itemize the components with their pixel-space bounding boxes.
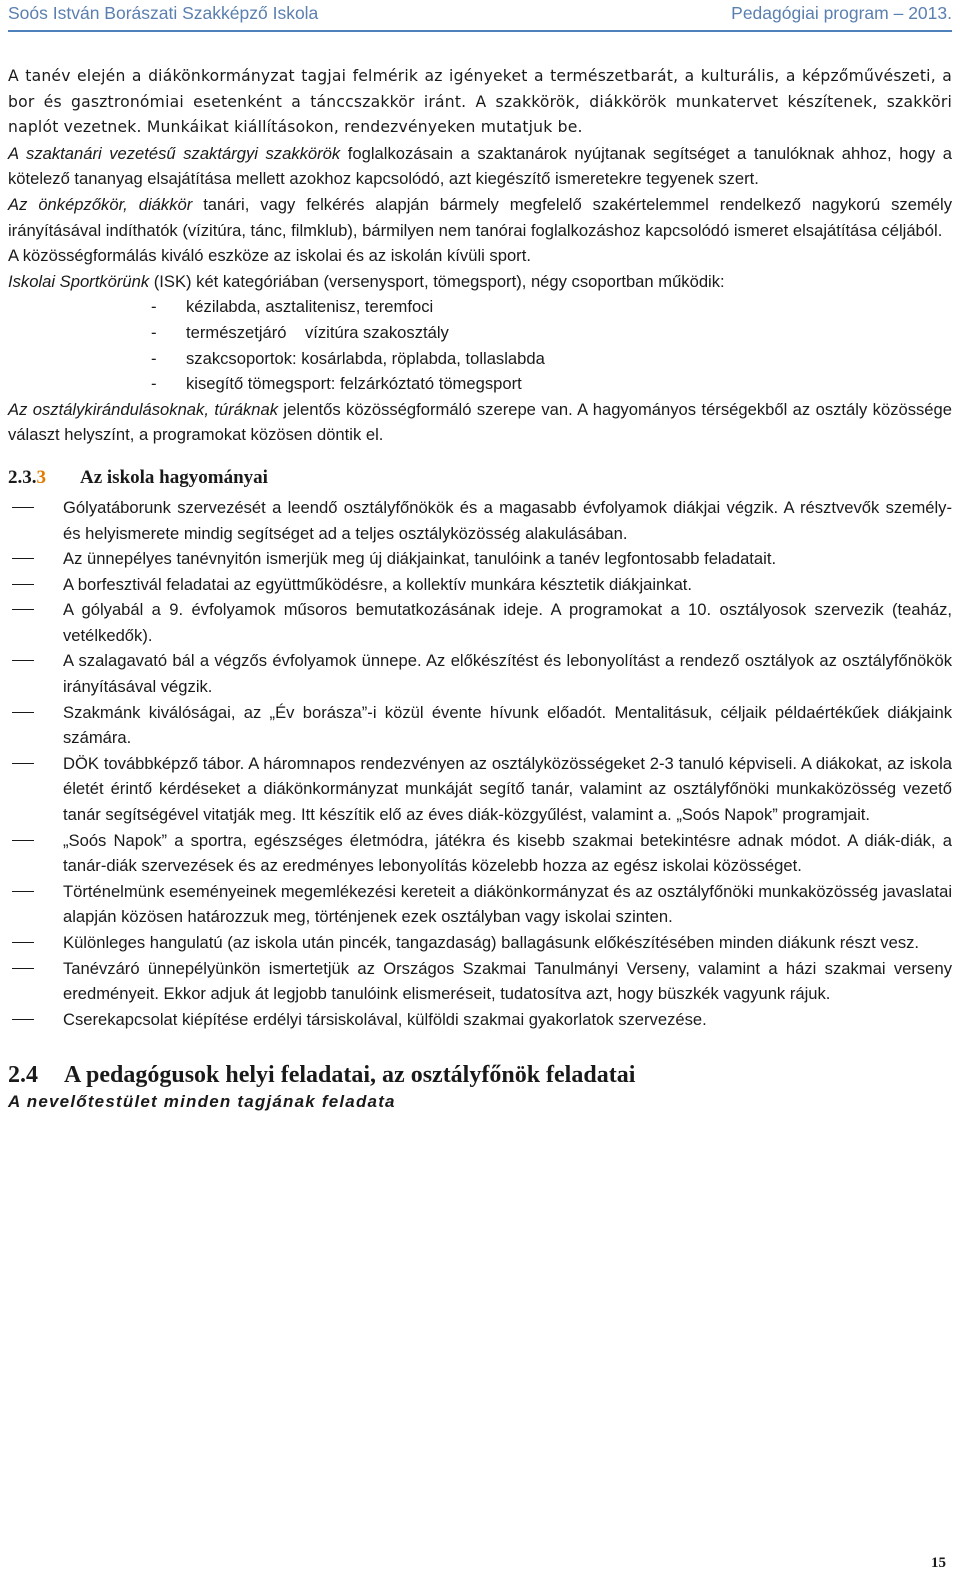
dash-marker: - bbox=[151, 297, 157, 317]
section-title: A pedagógusok helyi feladatai, az osztályfőnök feladatai bbox=[64, 1062, 636, 1089]
paragraph-subject-clubs bbox=[8, 141, 952, 192]
dash-marker bbox=[12, 507, 34, 508]
dash-marker bbox=[12, 891, 34, 892]
section-heading-traditions bbox=[8, 465, 952, 491]
dash-marker: - bbox=[151, 348, 157, 368]
page-number: 15 bbox=[931, 1555, 946, 1571]
list-item: - szakcsoportok: kosárlabda, röplabda, tollaslabda bbox=[8, 346, 952, 372]
paragraph-self-study-circle bbox=[8, 192, 952, 243]
self-study-text: tanári, vagy felkérés alapján bármely megfelelő szakértelemmel rendelkező nagykorú személy irányításával indíthatók (vízitúra, tánc, filmklub), bármilyen nem tanórai foglalkozáshoz kapcsolódó ismeret elsajátítása céljából. bbox=[8, 194, 952, 240]
paragraph-sport: A közösségformálás kiváló eszköze az iskolai és az iskolán kívüli sport. bbox=[8, 246, 531, 266]
isk-term: Iskolai Sportkörünk bbox=[8, 271, 150, 291]
subject-clubs-term: A szaktanári vezetésű szaktárgyi szakkörök bbox=[8, 143, 341, 163]
list-item: Cserekapcsolat kiépítése erdélyi társiskolával, külföldi szakmai gyakorlatok szervezése. bbox=[8, 1007, 952, 1033]
subject-clubs-text: foglalkozásain a szaktanárok nyújtanak segítséget a tanulóknak ahhoz, hogy a kötelező tananyag elsajátítása mellett azokhoz kapcsolódó, azt kiegészítő ismeretekre tegyenek szert. bbox=[8, 143, 952, 189]
list-item: Történelmünk eseményeinek megemlékezési kereteit a diákönkormányzat és az osztályfőnöki munkaközösség javaslatai alapján közösen határozzuk meg, történjenek ezek osztályban vagy iskolai szinten. bbox=[8, 879, 952, 930]
isk-text: (ISK) két kategóriában (versenysport, tömegsport), négy csoportban működik: bbox=[149, 271, 725, 291]
list-item: - természetjáró vízitúra szakosztály bbox=[8, 320, 952, 346]
paragraph-class-trips bbox=[8, 397, 952, 448]
list-item: DÖK továbbképző tábor. A háromnapos rendezvényen az osztályközösségeket 2-3 tanuló képviseli. A diákokat, az iskola életét érintő kérdéseket a diákönkormányzat munkáját segítő tanár, valamint az osztályfőnöki munkaközösség vezető tanár segítségével vitatják meg. Itt készítik elő az éves diák-közgyűlést, valamint a. „Soós Napok” programjait. bbox=[8, 751, 952, 828]
dash-marker: - bbox=[151, 374, 157, 394]
page-header bbox=[8, 0, 952, 32]
list-item: „Soós Napok” a sportra, egészséges életmódra, játékra és kisebb szakmai betekintésre adnak módot. A diák-diák, a tanár-diák szervezések és az eredményes lebonyolítás közelebb hozza az egész iskolai közösséget. bbox=[8, 828, 952, 879]
section-heading-teacher-duties bbox=[8, 1060, 952, 1090]
dash-marker bbox=[12, 558, 34, 559]
school-name: Soós István Borászati Szakképző Iskola bbox=[8, 3, 319, 23]
list-item: A szalagavató bál a végzős évfolyamok ünnepe. Az előkészítést és lebonyolítást a rendező osztályok az osztályfőnökök irányításával végzik. bbox=[8, 648, 952, 699]
dash-marker bbox=[12, 968, 34, 969]
list-item: Tanévzáró ünnepélyünkön ismertetjük az Országos Szakmai Tanulmányi Verseny, valamint a házi szakmai verseny eredményeit. Ekkor adjuk át legjobb tanulóink elismeréseit, tudatosítva azt, hogy büszkék vagyunk rájuk. bbox=[8, 956, 952, 1007]
dash-marker bbox=[12, 609, 34, 610]
self-study-term: Az önképzőkör, diákkör bbox=[8, 194, 193, 214]
list-item: A borfesztivál feladatai az együttműködésre, a kollektív munkára késztetik diákjainkat. bbox=[8, 572, 952, 598]
dash-marker bbox=[12, 584, 34, 585]
list-item: Az ünnepélyes tanévnyitón ismerjük meg új diákjainkat, tanulóink a tanév legfontosabb feladatait. bbox=[8, 546, 952, 572]
paragraph-isk bbox=[8, 269, 952, 295]
dash-marker bbox=[12, 1019, 34, 1020]
list-item: - kisegítő tömegsport: felzárkóztató tömegsport bbox=[8, 371, 952, 397]
class-trips-term: Az osztálykirándulásoknak, túráknak bbox=[8, 399, 279, 419]
dash-marker bbox=[12, 660, 34, 661]
dash-marker bbox=[12, 942, 34, 943]
section-title: Az iskola hagyományai bbox=[80, 466, 268, 488]
dash-marker bbox=[12, 840, 34, 841]
section-number: 2.3.3 bbox=[8, 466, 46, 488]
program-title: Pedagógiai program – 2013. bbox=[731, 3, 952, 23]
sport-group-list bbox=[8, 294, 952, 396]
dash-marker: - bbox=[151, 322, 157, 342]
list-item: A gólyabál a 9. évfolyamok műsoros bemutatkozásának ideje. A programokat a 10. osztályosok szervezik (teaház, vetélkedők). bbox=[8, 597, 952, 648]
paragraph-intro: A tanév elején a diákönkormányzat tagjai felmérik az igényeket a természetbarát, a kulturális, a képzőművészeti, a bor és gasztronómiai esetenként a tánccszakkör iránt. A szakkörök, diákkörök munkatervet készítenek, szakköri naplót vezetnek. Munkáikat kiállításokon, rendezvényeken mutatjuk be. bbox=[8, 67, 952, 137]
list-item: - kézilabda, asztalitenisz, teremfoci bbox=[8, 294, 952, 320]
traditions-list bbox=[8, 495, 952, 1032]
dash-marker bbox=[12, 763, 34, 764]
dash-marker bbox=[12, 712, 34, 713]
list-item: Szakmánk kiválóságai, az „Év borásza”-i közül évente hívunk előadót. Mentalitásuk, céljaik példaértékűek diákjaink számára. bbox=[8, 700, 952, 751]
section-subtitle: A nevelőtestület minden tagjának feladata bbox=[8, 1092, 396, 1112]
list-item: Gólyatáborunk szervezését a leendő osztályfőnökök és a magasabb évfolyamok diákjai végzik. A résztvevők személy- és helyismerete mindig segítséget ad a teljes osztályközösség alakulásában. bbox=[8, 495, 952, 546]
list-item: Különleges hangulatú (az iskola után pincék, tangazdaság) ballagásunk előkészítésében minden diákunk részt vesz. bbox=[8, 930, 952, 956]
section-number: 2.4 bbox=[8, 1062, 38, 1089]
document-body bbox=[8, 64, 952, 1114]
class-trips-text: jelentős közösségformáló szerepe van. A hagyományos térségekből az osztály közössége választ helyszínt, a programokat közösen döntik el. bbox=[8, 399, 952, 445]
